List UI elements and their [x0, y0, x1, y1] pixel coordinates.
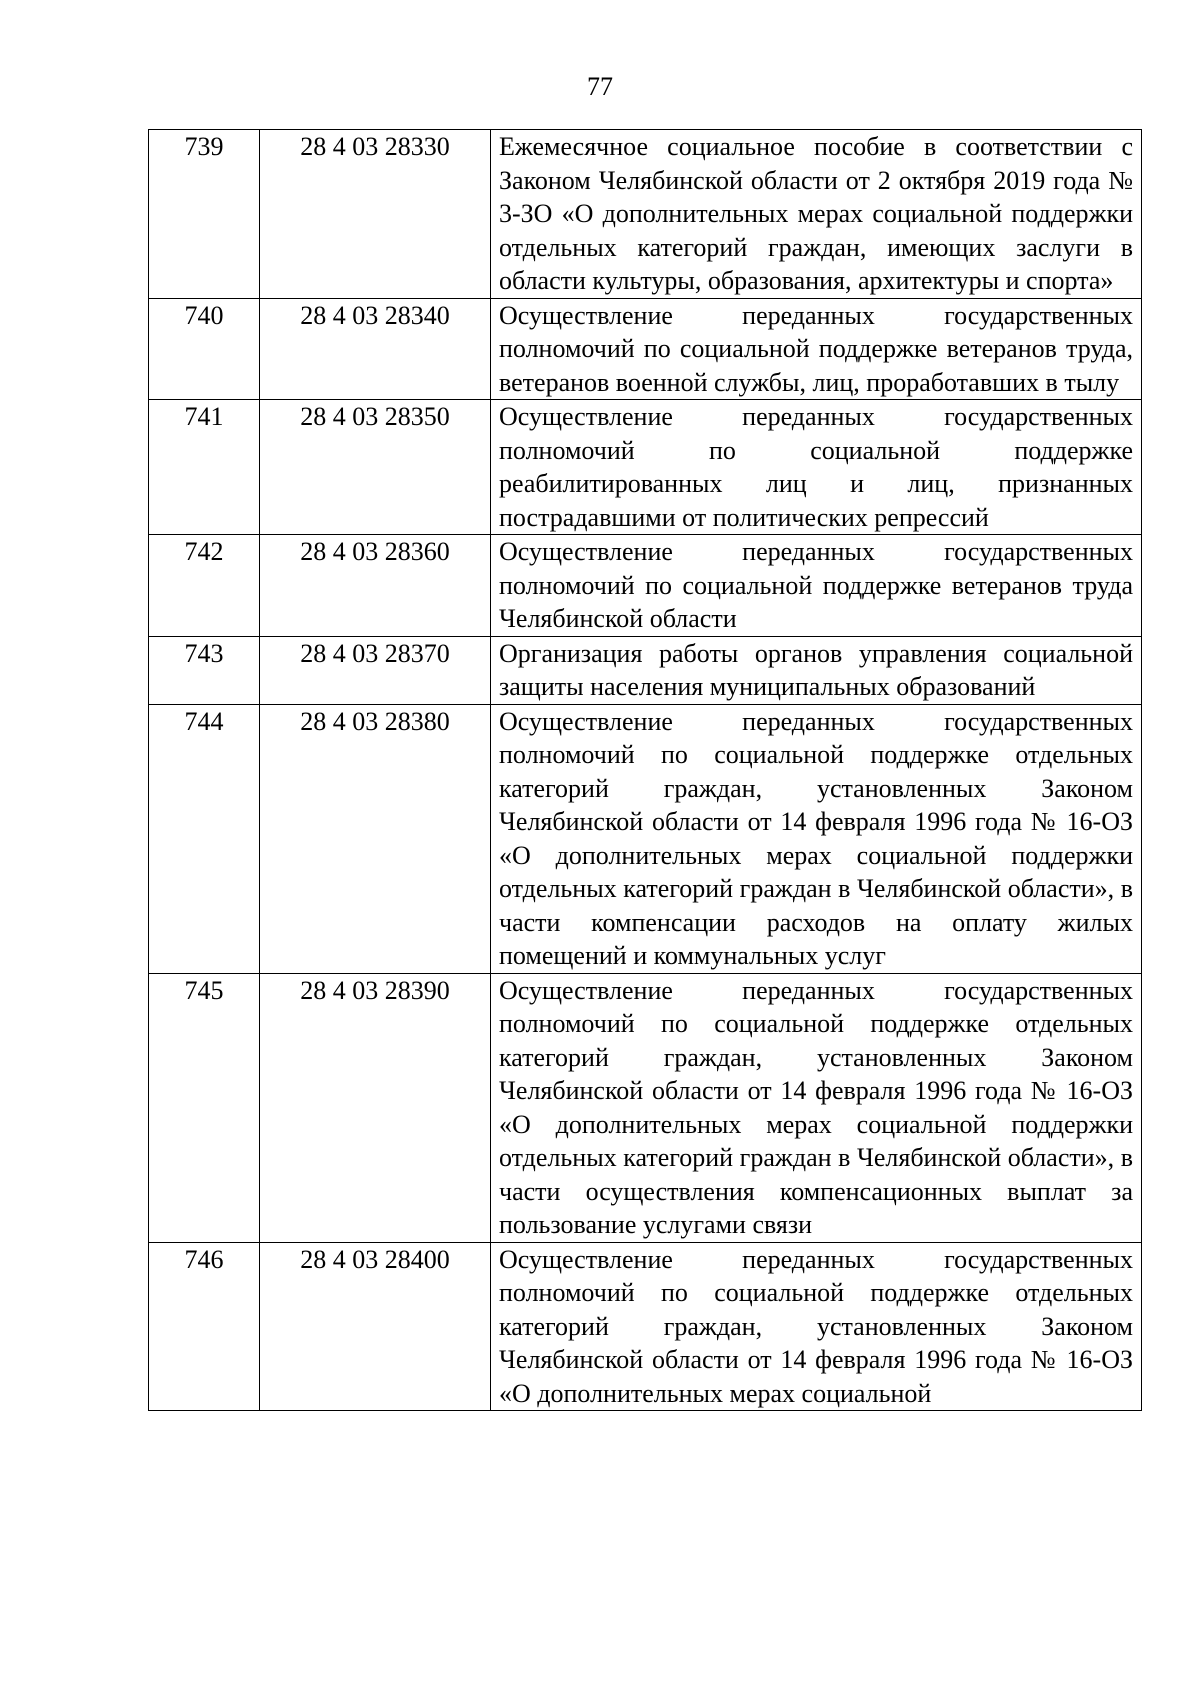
row-description: Осуществление переданных государственных полномочий по социальной поддержке отдельных категорий граждан, установленных Законом Челябинской области от 14 февраля 1996 года № 16-ОЗ «О дополнительных мерах социальной поддержки отдельных категорий граждан в Челябинской области», в части компенсации расходов на оплату жилых помещений и коммунальных услуг: [491, 704, 1142, 973]
row-description: Осуществление переданных государственных полномочий по социальной поддержке ветеранов труда Челябинской области: [491, 535, 1142, 637]
row-description: Осуществление переданных государственных полномочий по социальной поддержке отдельных категорий граждан, установленных Законом Челябинской области от 14 февраля 1996 года № 16-ОЗ «О дополнительных мерах социальной поддержки отдельных категорий граждан в Челябинской области», в части осуществления компенсационных выплат за пользование услугами связи: [491, 973, 1142, 1242]
row-number: 742: [149, 535, 260, 637]
row-description: Осуществление переданных государственных полномочий по социальной поддержке ветеранов труда, ветеранов военной службы, лиц, проработавших в тылу: [491, 298, 1142, 400]
row-description: Организация работы органов управления социальной защиты населения муниципальных образований: [491, 636, 1142, 704]
row-code: 28 4 03 28330: [260, 130, 491, 299]
row-number: 743: [149, 636, 260, 704]
table-row: [149, 636, 1142, 704]
row-number: 746: [149, 1242, 260, 1411]
row-code: 28 4 03 28340: [260, 298, 491, 400]
row-code: 28 4 03 28380: [260, 704, 491, 973]
row-number: 745: [149, 973, 260, 1242]
row-description: Осуществление переданных государственных полномочий по социальной поддержке отдельных категорий граждан, установленных Законом Челябинской области от 14 февраля 1996 года № 16-ОЗ «О дополнительных мерах социальной: [491, 1242, 1142, 1411]
row-number: 744: [149, 704, 260, 973]
row-number: 739: [149, 130, 260, 299]
table-row: [149, 535, 1142, 637]
table-row: [149, 130, 1142, 299]
row-number: 741: [149, 400, 260, 535]
row-code: 28 4 03 28390: [260, 973, 491, 1242]
table-row: [149, 704, 1142, 973]
table-row: [149, 1242, 1142, 1411]
row-description: Ежемесячное социальное пособие в соответствии с Законом Челябинской области от 2 октября 2019 года № 3-ЗО «О дополнительных мерах социальной поддержки отдельных категорий граждан, имеющих заслуги в области культуры, образования, архитектуры и спорта»: [491, 130, 1142, 299]
row-code: 28 4 03 28350: [260, 400, 491, 535]
page-number: 77: [587, 72, 613, 101]
row-code: 28 4 03 28360: [260, 535, 491, 637]
row-description: Осуществление переданных государственных полномочий по социальной поддержке реабилитированных лиц и лиц, признанных пострадавшими от политических репрессий: [491, 400, 1142, 535]
table-row: [149, 400, 1142, 535]
row-code: 28 4 03 28400: [260, 1242, 491, 1411]
row-number: 740: [149, 298, 260, 400]
table-row: [149, 298, 1142, 400]
document-table: [148, 129, 1142, 1411]
row-code: 28 4 03 28370: [260, 636, 491, 704]
table-row: [149, 973, 1142, 1242]
